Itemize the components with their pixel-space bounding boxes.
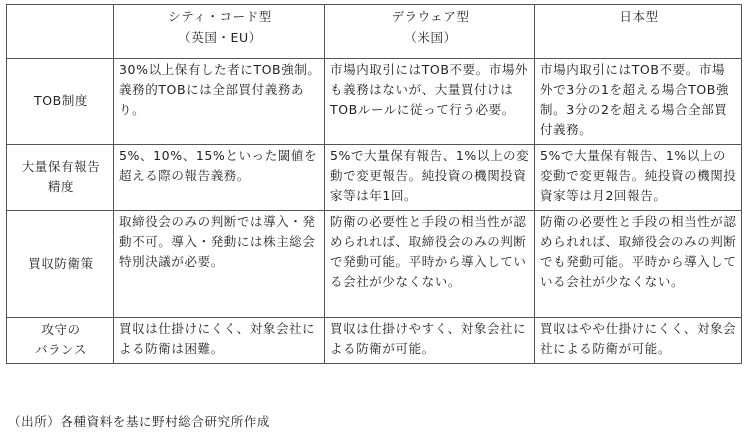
comparison-table <box>6 4 742 364</box>
header-cell-empty <box>7 5 114 59</box>
table-cell: 5%で大量保有報告、1%以上の変動で変更報告。純投資の機関投資家等は月2回報告。 <box>535 145 742 211</box>
table-cell: 買収は仕掛けにくく、対象会社による防衛は困難。 <box>114 318 325 364</box>
source-note: （出所）各種資料を基に野村総合研究所作成 <box>8 414 271 429</box>
header-cell-japan <box>535 5 742 59</box>
row-label-balance <box>7 318 114 364</box>
table-row-tob <box>7 59 742 145</box>
table-cell: 30%以上保有した者にTOB強制。義務的TOBには全部買付義務あり。 <box>114 59 325 145</box>
row-label-line1: 攻守の <box>41 322 81 337</box>
row-label-line2: 精度 <box>47 179 75 194</box>
table-cell: 市場内取引にはTOB不要。市場外で3分の1を超える場合TOB強制。3分の2を超える場合全部買付義務。 <box>535 59 742 145</box>
table-cell: 5%、10%、15%といった閾値を超える際の報告義務。 <box>114 145 325 211</box>
table-cell: 防衛の必要性と手段の相当性が認められれば、取締役会のみの判断で発動可能。平時から導入している会社が少なくない。 <box>325 211 535 318</box>
header-line1: デラウェア型 <box>391 9 470 24</box>
table-cell: 市場内取引にはTOB不要。市場外も義務はないが、大量買付けはTOBルールに従って行う必要。 <box>325 59 535 145</box>
table-cell: 買収は仕掛けやすく、対象会社による防衛が可能。 <box>325 318 535 364</box>
header-cell-city-code <box>114 5 325 59</box>
table-row-balance <box>7 318 742 364</box>
row-label-line1: 買収防衛策 <box>28 255 94 271</box>
row-label-line2: バランス <box>34 342 88 357</box>
row-label-large-holding <box>7 145 114 211</box>
row-label-line1: 大量保有報告 <box>21 159 101 174</box>
header-row <box>7 5 742 59</box>
row-label-line1: TOB制度 <box>33 93 89 108</box>
table-cell: 防衛の必要性と手段の相当性が認められれば、取締役会のみの判断でも発動可能。平時から導入している会社が少なくない。 <box>535 211 742 318</box>
header-line2: （英国・EU） <box>178 30 262 45</box>
table-row-large-holding <box>7 145 742 211</box>
table-cell: 取締役会のみの判断では導入・発動不可。導入・発動には株主総会特別決議が必要。 <box>114 211 325 318</box>
header-cell-delaware <box>325 5 535 59</box>
table-cell: 5%で大量保有報告、1%以上の変動で変更報告。純投資の機関投資家等は年1回。 <box>325 145 535 211</box>
row-label-tob <box>7 59 114 145</box>
header-line1: シティ・コード型 <box>168 9 272 24</box>
table-cell: 買収はやや仕掛けにくく、対象会社による防衛が可能。 <box>535 318 742 364</box>
header-line1: 日本型 <box>619 9 659 24</box>
row-label-takeover-defense <box>7 211 114 318</box>
table-row-takeover-defense <box>7 211 742 318</box>
header-line2: （米国） <box>404 30 457 45</box>
